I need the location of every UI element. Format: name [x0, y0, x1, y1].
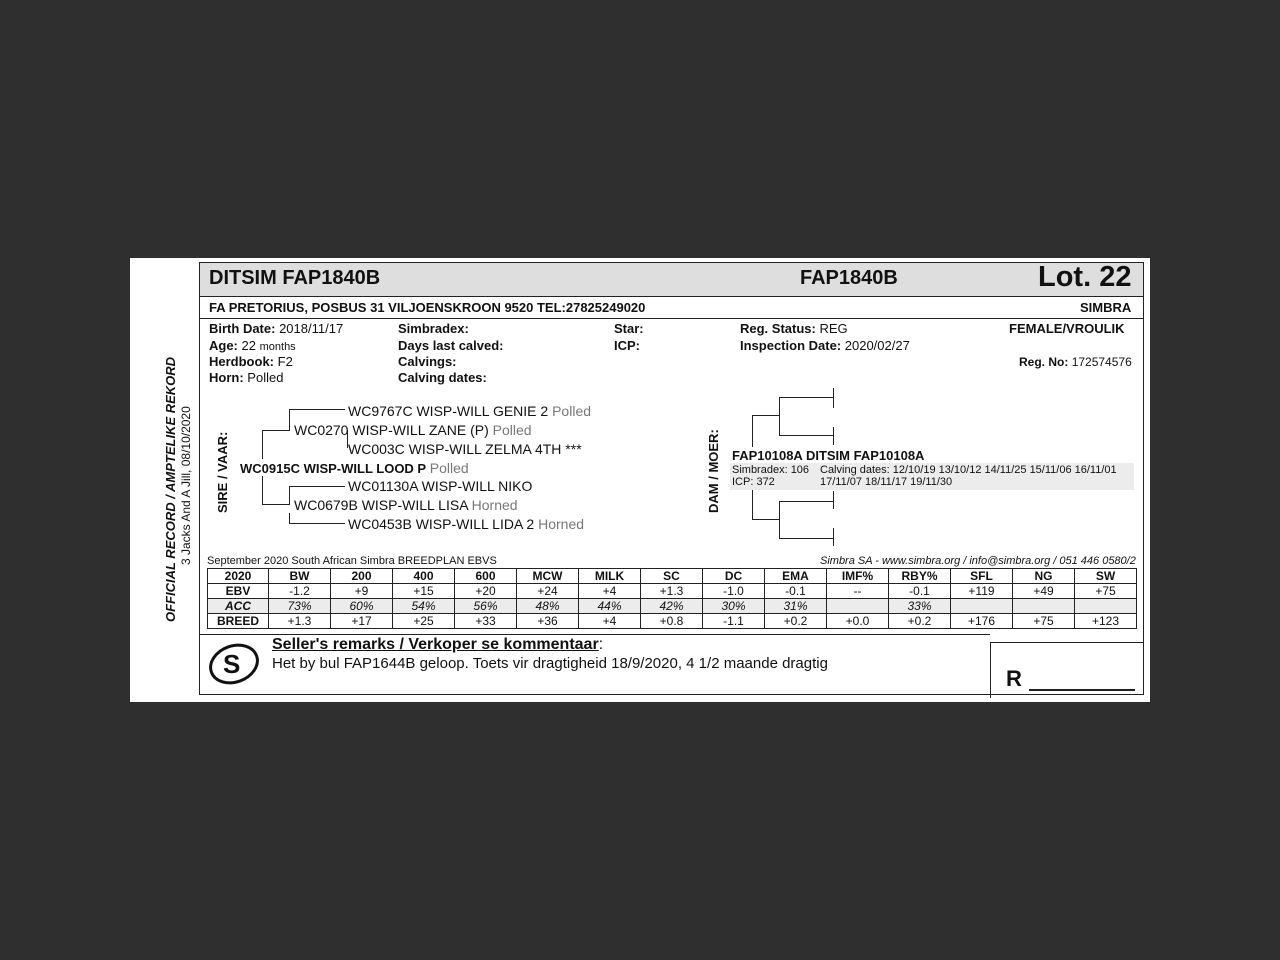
tree-line [289, 523, 345, 524]
logo-letter: S [223, 649, 241, 679]
ebv-cell: +49 [1013, 584, 1075, 599]
sire-sire-sire [348, 403, 591, 419]
breed-label: SIMBRA [1080, 300, 1132, 315]
age-unit: months [259, 341, 296, 353]
ebv-cell: 33% [889, 599, 951, 614]
ebv-cell: -0.1 [889, 584, 951, 599]
dam-simbradex: Simbradex: 106 [732, 464, 810, 476]
herdbook-value: F2 [277, 354, 293, 369]
ebv-cell: 30% [703, 599, 765, 614]
ebv-cell [1075, 599, 1137, 614]
ebv-cell: 56% [455, 599, 517, 614]
owner-date-label: 3 Jacks And A Jill, 08/10/2020 [179, 406, 193, 565]
herdbook-label: Herdbook: [209, 354, 274, 369]
calvings-label: Calvings: [398, 354, 457, 369]
tree-line [262, 430, 263, 459]
sire-dam-sire [348, 478, 532, 494]
inspection-date [740, 338, 910, 353]
ebv-cell: +1.3 [641, 584, 703, 599]
ancestor-name: WC0679B WISP-WILL LISA [294, 497, 468, 513]
price-input-line[interactable] [1029, 689, 1135, 691]
tree-line [833, 528, 834, 546]
ebv-header-cell: 400 [393, 569, 455, 584]
horn [209, 370, 283, 385]
ebv-header-cell: 2020 [208, 569, 269, 584]
ebv-header-cell: IMF% [827, 569, 889, 584]
ebv-cell: +0.8 [641, 614, 703, 629]
ebv-row [208, 614, 1137, 629]
ebv-cell: +0.2 [765, 614, 827, 629]
ebv-source: September 2020 South African Simbra BREEDPLAN EBVS [207, 555, 497, 567]
ebv-cell: -1.2 [269, 584, 331, 599]
ebv-cell: +4 [579, 614, 641, 629]
ebv-cell: +0.0 [827, 614, 889, 629]
ebv-cell: 54% [393, 599, 455, 614]
animal-name: DITSIM FAP1840B [209, 267, 381, 289]
ebv-cell: -- [827, 584, 889, 599]
tree-line [779, 501, 780, 539]
ebv-cell: +75 [1075, 584, 1137, 599]
horn-value: Polled [247, 370, 284, 385]
reg-number [1019, 355, 1132, 369]
ebv-cell: +9 [331, 584, 393, 599]
tree-line [752, 519, 779, 520]
ebv-cell: 60% [331, 599, 393, 614]
simbra-logo-icon [207, 642, 265, 686]
star-label: Star: [614, 321, 644, 336]
ancestor-name: WC9767C WISP-WILL GENIE 2 [348, 403, 549, 419]
tree-line [262, 504, 290, 505]
tree-line [289, 486, 345, 487]
ebv-header-cell: BW [269, 569, 331, 584]
ebv-cell: +119 [951, 584, 1013, 599]
dam-label: DAM / MOER: [706, 429, 721, 513]
ebv-cell: 48% [517, 599, 579, 614]
owner-divider [200, 318, 1143, 319]
ancestor-name: WC0453B WISP-WILL LIDA 2 [348, 516, 535, 532]
ebv-cell: +24 [517, 584, 579, 599]
ebv-header-cell: DC [703, 569, 765, 584]
remarks-text: Het by bul FAP1644B geloop. Toets vir dragtigheid 18/9/2020, 4 1/2 maande dragtig [272, 655, 828, 672]
ebv-header-cell: EMA [765, 569, 827, 584]
tree-line [262, 476, 263, 505]
ancestor-name: WC003C WISP-WILL ZELMA 4TH *** [348, 441, 582, 457]
ebv-cell: 42% [641, 599, 703, 614]
age-label: Age: [209, 338, 238, 353]
ebv-cell: 44% [579, 599, 641, 614]
age [209, 338, 296, 353]
sex-label: FEMALE/VROULIK [1009, 321, 1125, 336]
ebv-header-cell: 200 [331, 569, 393, 584]
dam-calving-dates-1: Calving dates: 12/10/19 13/10/12 14/11/25 15/11/06 16/11/01 [820, 464, 1117, 476]
dam-name: FAP10108A DITSIM FAP10108A [732, 448, 925, 463]
ebv-cell: +25 [393, 614, 455, 629]
owner-address: FA PRETORIUS, POSBUS 31 VILJOENSKROON 9520 TEL:27825249020 [209, 300, 646, 315]
horn-tag: Horned [471, 497, 518, 513]
ebv-cell: +123 [1075, 614, 1137, 629]
sire-dam-dam [348, 516, 584, 532]
official-record-label: OFFICIAL RECORD / AMPTELIKE REKORD [163, 356, 178, 622]
ebv-cell: +17 [331, 614, 393, 629]
tree-line [289, 486, 290, 504]
tree-line [752, 490, 753, 520]
ebv-header-cell: NG [1013, 569, 1075, 584]
reg-status-label: Reg. Status: [740, 321, 816, 336]
tree-line [779, 501, 834, 502]
tree-line [752, 415, 753, 447]
price-box-line [990, 642, 991, 698]
inspection-date-label: Inspection Date: [740, 338, 842, 353]
herdbook [209, 354, 293, 369]
ebv-row-label: BREED [208, 614, 269, 629]
ebv-header-row [208, 569, 1137, 584]
ebv-header-cell: 600 [455, 569, 517, 584]
dam-icp: ICP: 372 [732, 476, 775, 488]
sire-sire [294, 422, 532, 438]
sire-dam [294, 497, 518, 513]
ebv-header-cell: SFL [951, 569, 1013, 584]
ebv-header-cell: RBY% [889, 569, 951, 584]
tree-line [833, 427, 834, 445]
remarks-heading: Seller's remarks / Verkoper se kommentaar [272, 636, 599, 653]
tree-line [262, 430, 290, 431]
ancestor-name: WC01130A WISP-WILL NIKO [348, 478, 533, 494]
ebv-header-cell: SC [641, 569, 703, 584]
ebv-cell: +20 [455, 584, 517, 599]
ebv-cell: +15 [393, 584, 455, 599]
ebv-cell [951, 599, 1013, 614]
ebv-row [208, 599, 1137, 614]
birth-date-label: Birth Date: [209, 321, 276, 336]
remarks-title [272, 636, 603, 654]
sire-name: WC0915C WISP-WILL LOOD P [240, 461, 427, 476]
tree-line [779, 538, 834, 539]
ebv-cell: -1.0 [703, 584, 765, 599]
horn-tag: Horned [538, 516, 585, 532]
ebv-contact: Simbra SA - www.simbra.org / info@simbra.org / 051 446 0580/2 [820, 555, 1136, 567]
ebv-cell: +4 [579, 584, 641, 599]
simbradex-label: Simbradex: [398, 321, 469, 336]
ebv-cell: +176 [951, 614, 1013, 629]
horn-label: Horn: [209, 370, 244, 385]
birth-date-value: 2018/11/17 [279, 321, 344, 336]
horn-tag: Polled [429, 460, 469, 476]
horn-tag: Polled [552, 403, 592, 419]
calving-dates-label: Calving dates: [398, 370, 487, 385]
ebv-cell: +75 [1013, 614, 1075, 629]
tree-line [779, 397, 780, 435]
tree-line [833, 491, 834, 509]
reg-status-value: REG [819, 321, 848, 336]
ebv-cell: +33 [455, 614, 517, 629]
tree-line [779, 397, 834, 398]
icp-label: ICP: [614, 338, 640, 353]
lot-number: Lot. 22 [1038, 261, 1132, 293]
reg-number-value: 172574576 [1071, 355, 1132, 369]
sire [240, 460, 469, 476]
tree-line [289, 513, 290, 523]
animal-code: FAP1840B [800, 267, 898, 289]
ebv-cell: 73% [269, 599, 331, 614]
ebv-table [207, 568, 1137, 629]
ebv-row-label: ACC [208, 599, 269, 614]
ebv-row-label: EBV [208, 584, 269, 599]
inspection-date-value: 2020/02/27 [844, 338, 910, 353]
ebv-cell: -0.1 [765, 584, 827, 599]
remarks-divider [200, 634, 990, 635]
ebv-cell: +1.3 [269, 614, 331, 629]
ebv-cell: +36 [517, 614, 579, 629]
remarks-colon: : [598, 636, 604, 653]
horn-tag: Polled [492, 422, 532, 438]
dam-calving-dates-2: 17/11/07 18/11/17 19/11/30 [820, 476, 953, 488]
age-value: 22 [241, 338, 256, 353]
tree-line [752, 415, 779, 416]
ancestor-name: WC0270 WISP-WILL ZANE (P) [294, 422, 489, 438]
tree-line [833, 388, 834, 408]
ebv-cell [1013, 599, 1075, 614]
price-currency: R [1006, 666, 1022, 691]
days-last-calved-label: Days last calved: [398, 338, 504, 353]
ebv-header-cell: MCW [517, 569, 579, 584]
birth-date [209, 321, 343, 336]
sire-sire-dam [348, 441, 582, 457]
reg-status [740, 321, 848, 336]
ebv-row [208, 584, 1137, 599]
reg-number-label: Reg. No: [1019, 355, 1069, 369]
sire-label: SIRE / VAAR: [215, 431, 230, 513]
tree-line [289, 409, 290, 430]
ebv-header-cell: SW [1075, 569, 1137, 584]
ebv-cell: -1.1 [703, 614, 765, 629]
tree-line [779, 435, 834, 436]
ebv-header-cell: MILK [579, 569, 641, 584]
ebv-cell [827, 599, 889, 614]
price-box-line [990, 642, 1144, 643]
tree-line [289, 409, 345, 410]
ebv-cell: 31% [765, 599, 827, 614]
ebv-cell: +0.2 [889, 614, 951, 629]
